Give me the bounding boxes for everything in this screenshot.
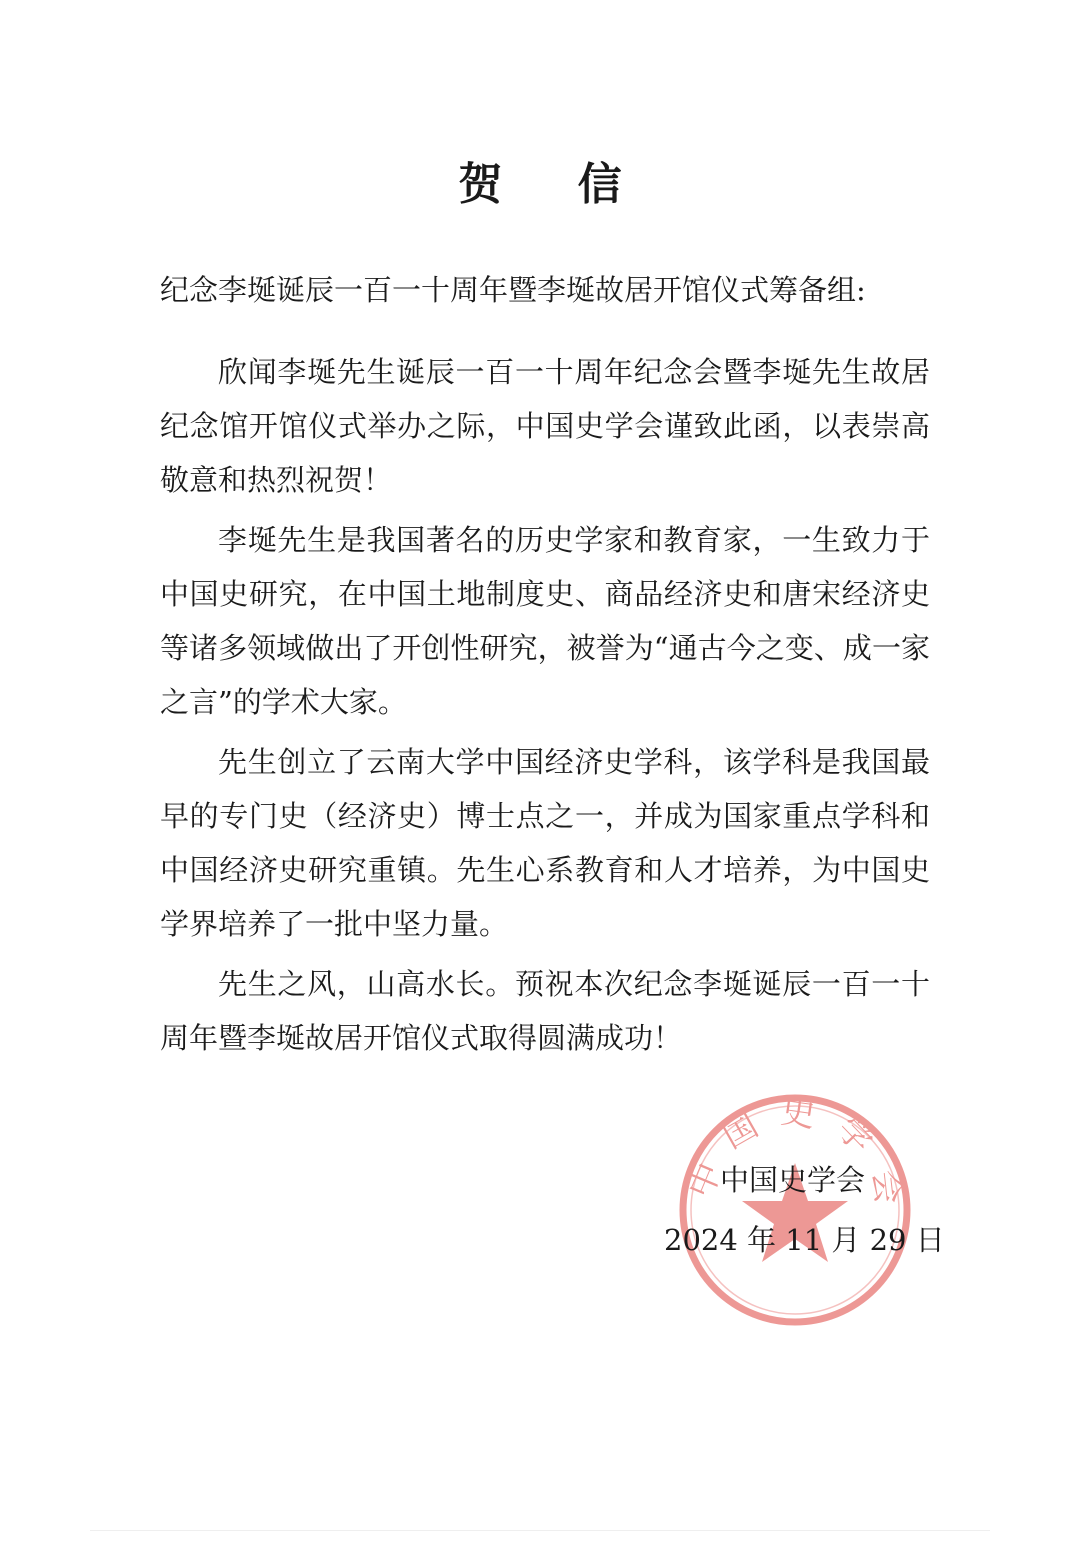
signer-name: 中国史学会 [720,1163,866,1197]
letter-addressee: 纪念李埏诞辰一百一十周年暨李埏故居开馆仪式筹备组: [160,273,866,307]
svg-text:中国史学会: 中国史学会 [680,1091,911,1226]
letter-date: 2024 年 11 月 29 日 [664,1223,945,1257]
letter-body [160,345,930,1071]
page-footer-divider [90,1530,990,1531]
official-seal-stamp [670,1085,920,1335]
paragraph: 欣闻李埏先生诞辰一百一十周年纪念会暨李埏先生故居纪念馆开馆仪式举办之际，中国史学会谨致此函，以表崇高敬意和热烈祝贺！ [160,355,930,497]
paragraph: 先生创立了云南大学中国经济史学科，该学科是我国最早的专门史（经济史）博士点之一，并成为国家重点学科和中国经济史研究重镇。先生心系教育和人才培养，为中国史学界培养了一批中坚力量。 [160,745,930,941]
letter-title: 贺 信 [458,159,652,210]
paragraph: 李埏先生是我国著名的历史学家和教育家，一生致力于中国史研究，在中国土地制度史、商品经济史和唐宋经济史等诸多领域做出了开创性研究，被誉为“通古今之变、成一家之言”的学术大家。 [160,523,930,719]
paragraph: 先生之风，山高水长。预祝本次纪念李埏诞辰一百一十周年暨李埏故居开馆仪式取得圆满成功！ [160,967,930,1055]
